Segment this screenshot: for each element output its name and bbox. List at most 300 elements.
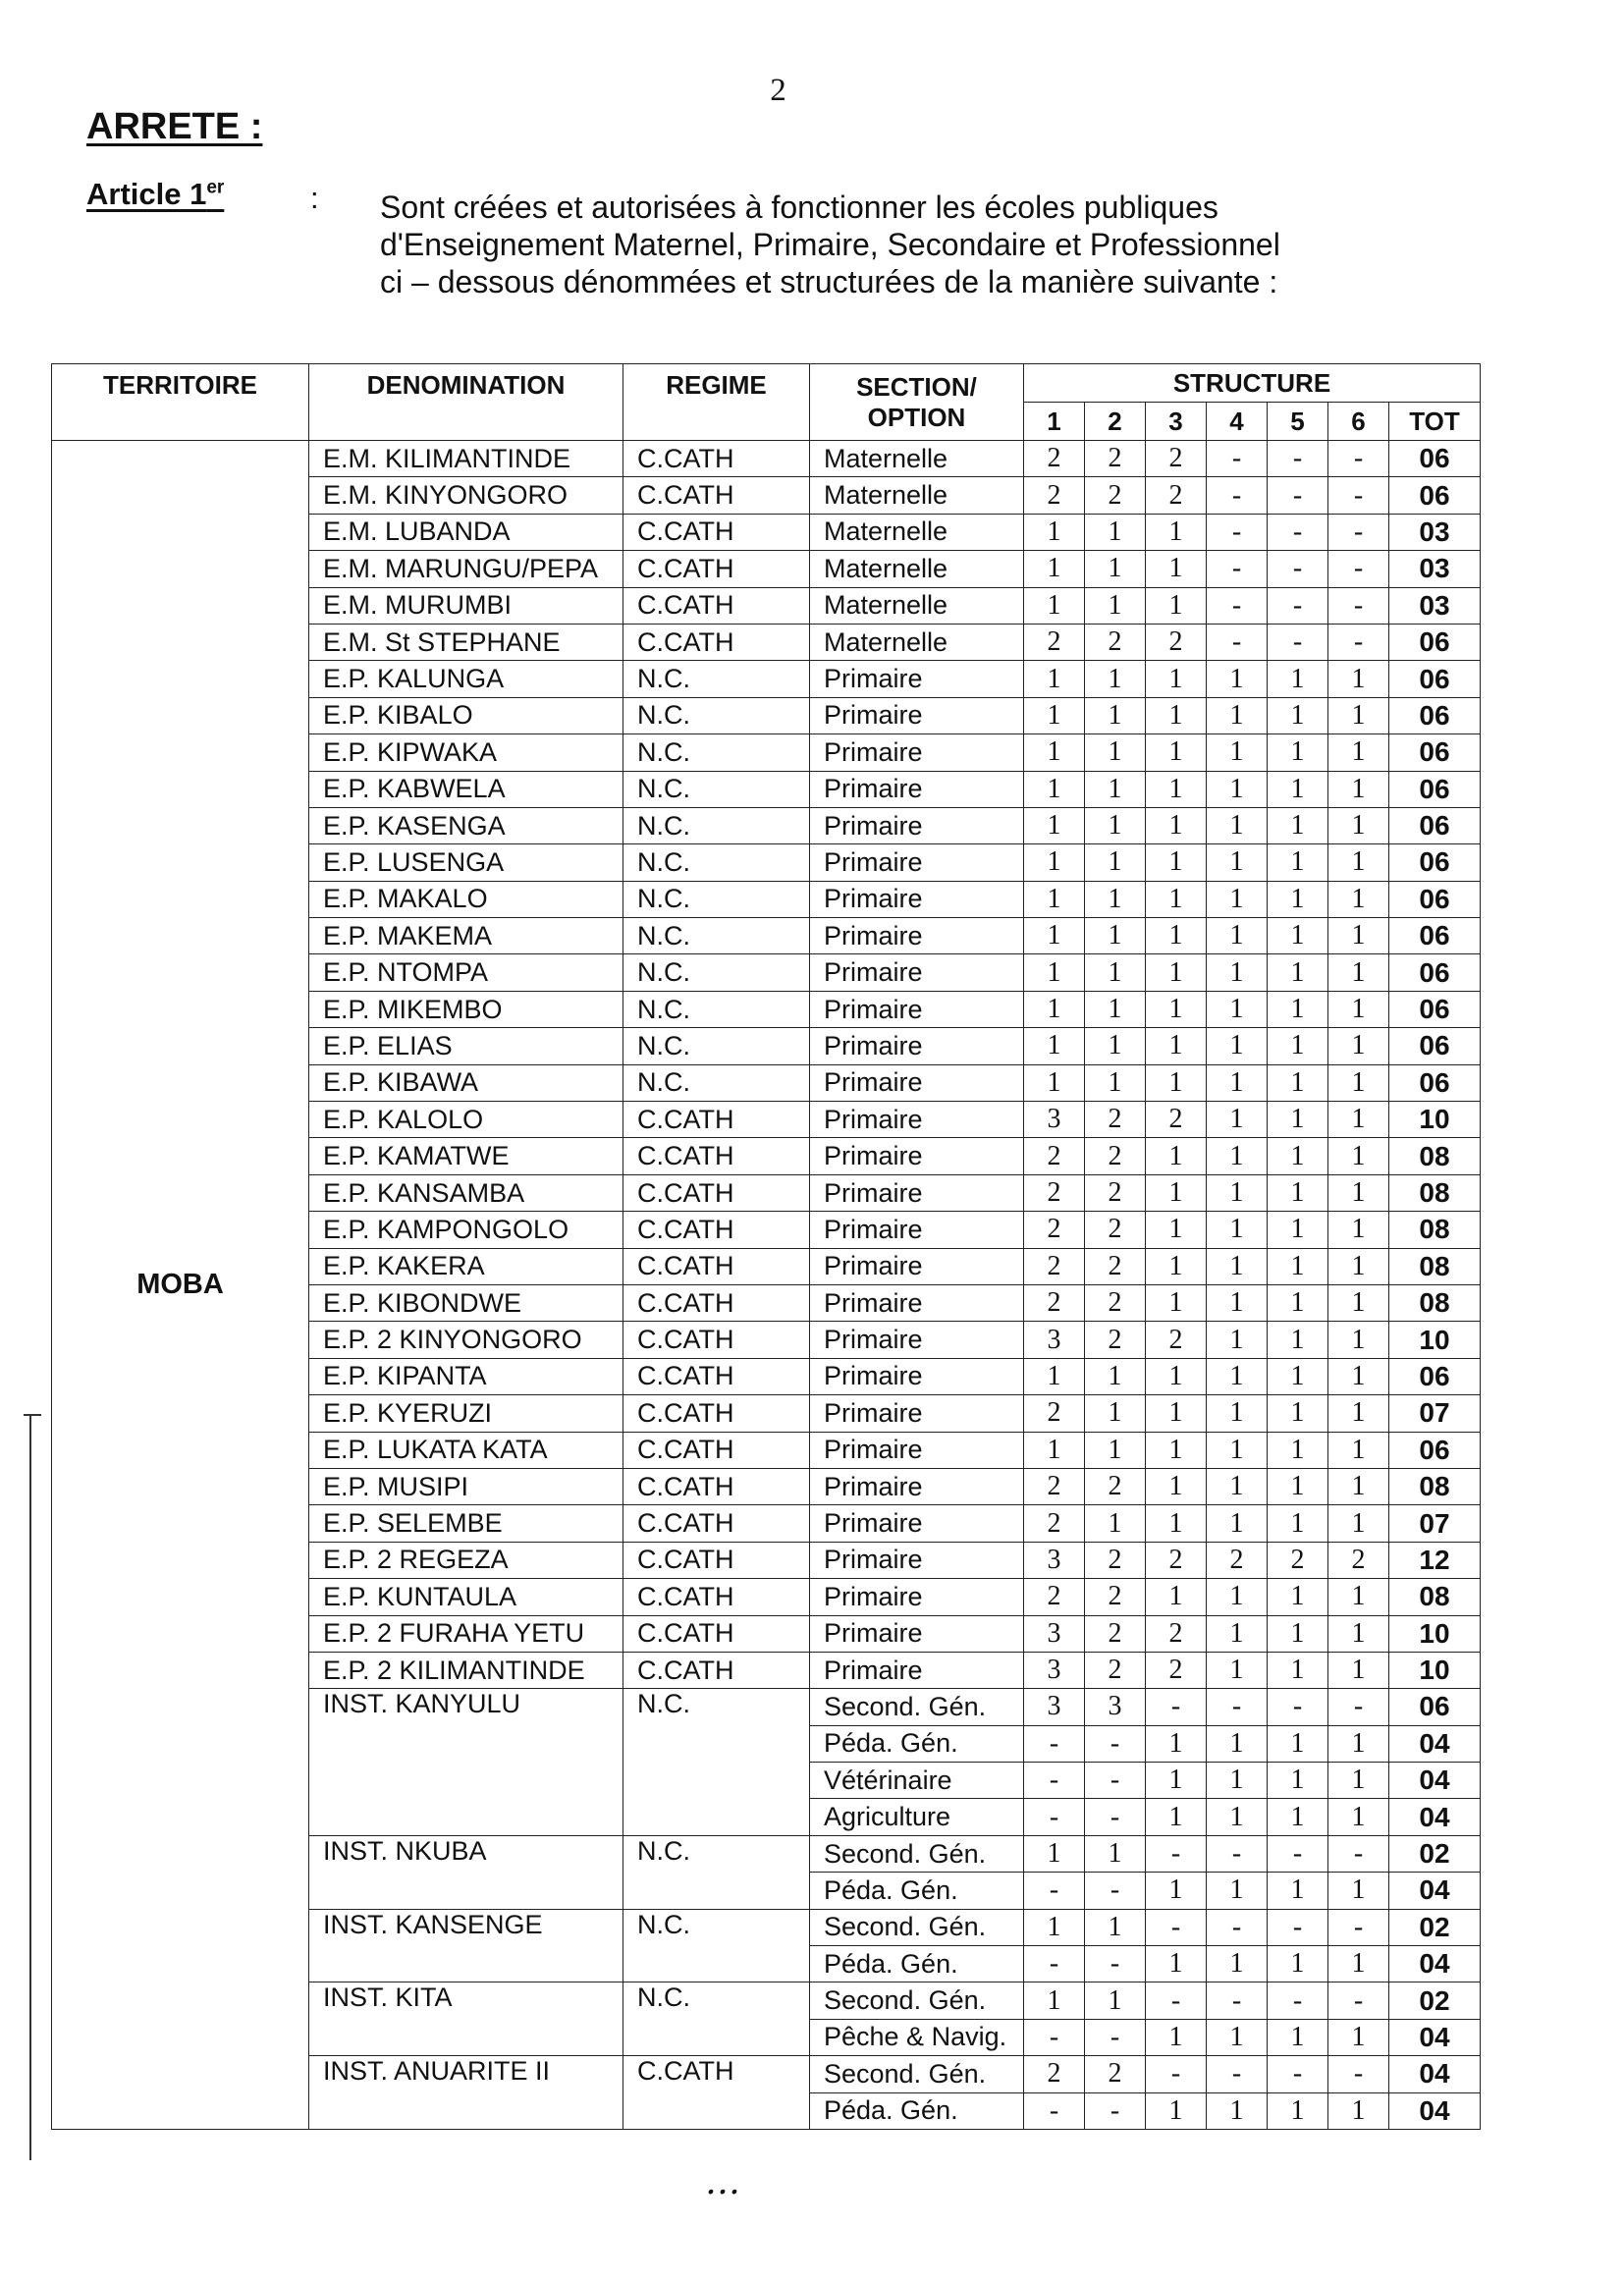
school-name: E.P. KALUNGA <box>309 661 623 697</box>
structure-cell-6: 1 <box>1328 954 1389 991</box>
structure-cell-5: 1 <box>1268 1579 1328 1615</box>
section-option: Second. Gén. <box>810 1835 1024 1872</box>
structure-cell-6: 1 <box>1328 844 1389 881</box>
structure-cell-4: - <box>1207 514 1268 550</box>
structure-cell-1: 1 <box>1024 1064 1085 1101</box>
structure-cell-3: 1 <box>1146 881 1207 917</box>
school-name: INST. KANYULU <box>309 1689 623 1836</box>
structure-cell-1: 1 <box>1024 551 1085 587</box>
structure-cell-1: - <box>1024 1725 1085 1762</box>
structure-cell-4: 1 <box>1207 991 1268 1027</box>
school-regime: C.CATH <box>623 477 810 514</box>
structure-cell-2: 2 <box>1085 2056 1146 2092</box>
structure-cell-4: 1 <box>1207 661 1268 697</box>
structure-cell-1: 2 <box>1024 1505 1085 1542</box>
structure-cell-1: 1 <box>1024 1028 1085 1064</box>
school-name: E.P. LUSENGA <box>309 844 623 881</box>
structure-cell-3: 2 <box>1146 1322 1207 1358</box>
school-name: E.P. NTOMPA <box>309 954 623 991</box>
structure-cell-6: 1 <box>1328 734 1389 771</box>
structure-cell-2: 2 <box>1085 477 1146 514</box>
header-col-1: 1 <box>1024 403 1085 441</box>
structure-cell-2: 2 <box>1085 1468 1146 1504</box>
structure-cell-3: 1 <box>1146 2092 1207 2129</box>
school-name: E.M. MURUMBI <box>309 587 623 624</box>
school-name: E.P. KIBAWA <box>309 1064 623 1101</box>
school-regime: C.CATH <box>623 1248 810 1284</box>
structure-total: 08 <box>1389 1138 1481 1174</box>
structure-cell-3: 1 <box>1146 1946 1207 1982</box>
structure-cell-1: - <box>1024 2092 1085 2129</box>
header-regime: REGIME <box>623 364 810 441</box>
structure-cell-3: - <box>1146 1835 1207 1872</box>
structure-cell-4: 1 <box>1207 918 1268 954</box>
header-option: OPTION <box>867 402 966 432</box>
structure-cell-6: - <box>1328 1982 1389 2019</box>
structure-cell-5: 1 <box>1268 1028 1328 1064</box>
header-col-5: 5 <box>1268 403 1328 441</box>
structure-cell-2: - <box>1085 1946 1146 1982</box>
structure-total: 06 <box>1389 697 1481 733</box>
structure-cell-2: 1 <box>1085 807 1146 843</box>
school-regime: C.CATH <box>623 1102 810 1138</box>
structure-cell-3: 1 <box>1146 2019 1207 2055</box>
structure-cell-4: - <box>1207 477 1268 514</box>
structure-cell-4: 1 <box>1207 1212 1268 1248</box>
structure-cell-6: 1 <box>1328 1212 1389 1248</box>
structure-total: 02 <box>1389 1982 1481 2019</box>
section-option: Primaire <box>810 1322 1024 1358</box>
header-col-6: 6 <box>1328 403 1389 441</box>
structure-cell-1: 2 <box>1024 2056 1085 2092</box>
school-name: E.P. KIBALO <box>309 697 623 733</box>
school-regime: C.CATH <box>623 1395 810 1432</box>
structure-cell-4: 1 <box>1207 844 1268 881</box>
section-option: Pêche & Navig. <box>810 2019 1024 2055</box>
section-option: Primaire <box>810 1028 1024 1064</box>
structure-cell-1: - <box>1024 1799 1085 1835</box>
structure-cell-3: 1 <box>1146 1212 1207 1248</box>
section-option: Primaire <box>810 1468 1024 1504</box>
school-regime: N.C. <box>623 771 810 807</box>
structure-cell-5: 1 <box>1268 1468 1328 1504</box>
structure-cell-4: 1 <box>1207 1358 1268 1394</box>
school-regime: N.C. <box>623 1689 810 1836</box>
section-option: Primaire <box>810 1505 1024 1542</box>
school-name: INST. KANSENGE <box>309 1909 623 1982</box>
school-name: E.P. LUKATA KATA <box>309 1432 623 1468</box>
section-option: Primaire <box>810 1615 1024 1652</box>
structure-total: 06 <box>1389 807 1481 843</box>
structure-cell-1: 1 <box>1024 1358 1085 1394</box>
structure-cell-4: - <box>1207 1982 1268 2019</box>
structure-cell-4: 1 <box>1207 697 1268 733</box>
section-option: Second. Gén. <box>810 1982 1024 2019</box>
section-option: Péda. Gén. <box>810 1873 1024 1909</box>
structure-cell-4: 1 <box>1207 1799 1268 1835</box>
structure-cell-2: 1 <box>1085 1358 1146 1394</box>
margin-bracket-line <box>29 1414 31 2160</box>
school-name: E.P. KUNTAULA <box>309 1579 623 1615</box>
section-option: Primaire <box>810 1174 1024 1211</box>
structure-cell-1: 1 <box>1024 1909 1085 1945</box>
structure-total: 03 <box>1389 551 1481 587</box>
structure-total: 06 <box>1389 477 1481 514</box>
structure-cell-3: 1 <box>1146 954 1207 991</box>
structure-cell-1: 2 <box>1024 1284 1085 1321</box>
structure-cell-1: 1 <box>1024 807 1085 843</box>
school-name: E.P. MAKALO <box>309 881 623 917</box>
structure-cell-1: - <box>1024 1946 1085 1982</box>
section-option: Primaire <box>810 844 1024 881</box>
section-option: Primaire <box>810 1432 1024 1468</box>
structure-cell-1: 1 <box>1024 991 1085 1027</box>
structure-cell-4: 2 <box>1207 1542 1268 1578</box>
structure-cell-6: 1 <box>1328 661 1389 697</box>
structure-cell-1: 2 <box>1024 1579 1085 1615</box>
section-option: Primaire <box>810 1652 1024 1688</box>
header-denomination: DENOMINATION <box>309 364 623 441</box>
section-option: Primaire <box>810 807 1024 843</box>
structure-cell-5: 1 <box>1268 1615 1328 1652</box>
structure-total: 06 <box>1389 1689 1481 1725</box>
structure-cell-1: 2 <box>1024 1212 1085 1248</box>
header-territoire: TERRITOIRE <box>52 364 309 441</box>
school-regime: C.CATH <box>623 1579 810 1615</box>
school-regime: C.CATH <box>623 624 810 660</box>
school-name: E.P. KAKERA <box>309 1248 623 1284</box>
school-name: E.M. LUBANDA <box>309 514 623 550</box>
structure-total: 04 <box>1389 2019 1481 2055</box>
section-option: Maternelle <box>810 441 1024 477</box>
structure-cell-1: 2 <box>1024 1174 1085 1211</box>
article-text <box>380 189 1362 300</box>
structure-cell-2: 1 <box>1085 844 1146 881</box>
structure-cell-5: 1 <box>1268 1432 1328 1468</box>
structure-cell-1: 1 <box>1024 844 1085 881</box>
structure-cell-4: - <box>1207 624 1268 660</box>
structure-cell-6: - <box>1328 551 1389 587</box>
structure-cell-2: 2 <box>1085 1542 1146 1578</box>
structure-cell-5: 1 <box>1268 1284 1328 1321</box>
structure-cell-3: 1 <box>1146 514 1207 550</box>
structure-cell-4: - <box>1207 441 1268 477</box>
structure-total: 02 <box>1389 1909 1481 1945</box>
school-name: E.P. KALOLO <box>309 1102 623 1138</box>
section-option: Primaire <box>810 918 1024 954</box>
structure-total: 06 <box>1389 661 1481 697</box>
structure-cell-6: 1 <box>1328 991 1389 1027</box>
structure-cell-6: 1 <box>1328 1102 1389 1138</box>
school-name: E.P. KIBONDWE <box>309 1284 623 1321</box>
school-regime: N.C. <box>623 991 810 1027</box>
structure-cell-3: - <box>1146 2056 1207 2092</box>
structure-cell-6: 1 <box>1328 1652 1389 1688</box>
structure-total: 06 <box>1389 441 1481 477</box>
school-name: E.P. MIKEMBO <box>309 991 623 1027</box>
school-regime: N.C. <box>623 1028 810 1064</box>
school-regime: N.C. <box>623 1909 810 1982</box>
structure-cell-6: 1 <box>1328 1579 1389 1615</box>
structure-cell-6: - <box>1328 514 1389 550</box>
structure-cell-5: - <box>1268 2056 1328 2092</box>
structure-total: 08 <box>1389 1212 1481 1248</box>
structure-cell-3: 1 <box>1146 1358 1207 1394</box>
structure-cell-3: - <box>1146 1909 1207 1945</box>
structure-cell-5: 1 <box>1268 1873 1328 1909</box>
structure-cell-6: 1 <box>1328 1873 1389 1909</box>
structure-cell-2: 1 <box>1085 661 1146 697</box>
structure-total: 04 <box>1389 1799 1481 1835</box>
structure-cell-5: 1 <box>1268 918 1328 954</box>
structure-total: 06 <box>1389 1028 1481 1064</box>
section-option: Second. Gén. <box>810 1689 1024 1725</box>
structure-cell-3: 1 <box>1146 844 1207 881</box>
structure-cell-5: 1 <box>1268 1102 1328 1138</box>
school-regime: N.C. <box>623 1835 810 1909</box>
structure-cell-1: 3 <box>1024 1322 1085 1358</box>
structure-cell-5: - <box>1268 587 1328 624</box>
structure-cell-1: 3 <box>1024 1652 1085 1688</box>
section-option: Agriculture <box>810 1799 1024 1835</box>
structure-cell-3: 1 <box>1146 1579 1207 1615</box>
structure-cell-2: 1 <box>1085 1505 1146 1542</box>
structure-cell-3: 2 <box>1146 441 1207 477</box>
structure-cell-2: 1 <box>1085 1909 1146 1945</box>
school-regime: C.CATH <box>623 1212 810 1248</box>
structure-cell-5: 1 <box>1268 807 1328 843</box>
structure-cell-1: 3 <box>1024 1102 1085 1138</box>
school-regime: N.C. <box>623 881 810 917</box>
structure-cell-6: - <box>1328 1835 1389 1872</box>
schools-table <box>51 363 1481 2130</box>
structure-cell-6: 1 <box>1328 1174 1389 1211</box>
structure-cell-4: 1 <box>1207 1102 1268 1138</box>
structure-cell-1: - <box>1024 1763 1085 1799</box>
structure-cell-5: - <box>1268 551 1328 587</box>
structure-cell-4: 1 <box>1207 1028 1268 1064</box>
structure-cell-2: 1 <box>1085 1432 1146 1468</box>
article-line: ci – dessous dénommées et structurées de la manière suivante : <box>380 264 1278 299</box>
school-regime: C.CATH <box>623 1284 810 1321</box>
structure-cell-3: 1 <box>1146 918 1207 954</box>
section-option: Primaire <box>810 1102 1024 1138</box>
structure-cell-2: 2 <box>1085 1248 1146 1284</box>
school-name: INST. KITA <box>309 1982 623 2056</box>
structure-cell-2: 1 <box>1085 734 1146 771</box>
structure-cell-1: 1 <box>1024 1835 1085 1872</box>
structure-cell-5: - <box>1268 1982 1328 2019</box>
school-name: E.P. 2 KINYONGORO <box>309 1322 623 1358</box>
structure-cell-5: 1 <box>1268 1799 1328 1835</box>
structure-total: 06 <box>1389 918 1481 954</box>
header-structure: STRUCTURE <box>1024 364 1481 403</box>
school-regime: C.CATH <box>623 1432 810 1468</box>
school-name: E.P. 2 KILIMANTINDE <box>309 1652 623 1688</box>
article-line: Sont créées et autorisées à fonctionner les écoles publiques <box>380 190 1218 225</box>
structure-cell-2: 1 <box>1085 954 1146 991</box>
school-name: E.P. ELIAS <box>309 1028 623 1064</box>
section-option: Maternelle <box>810 514 1024 550</box>
structure-cell-6: 1 <box>1328 1615 1389 1652</box>
structure-cell-3: 1 <box>1146 1174 1207 1211</box>
section-option: Péda. Gén. <box>810 1946 1024 1982</box>
section-option: Primaire <box>810 697 1024 733</box>
school-regime: N.C. <box>623 697 810 733</box>
structure-total: 04 <box>1389 2092 1481 2129</box>
structure-cell-4: - <box>1207 2056 1268 2092</box>
school-name: E.P. KAMATWE <box>309 1138 623 1174</box>
structure-cell-2: 2 <box>1085 1212 1146 1248</box>
structure-cell-2: 2 <box>1085 1322 1146 1358</box>
structure-cell-6: - <box>1328 1909 1389 1945</box>
structure-cell-3: 1 <box>1146 1799 1207 1835</box>
article-label-sup: er <box>206 177 225 198</box>
structure-cell-2: - <box>1085 1763 1146 1799</box>
structure-cell-1: 3 <box>1024 1615 1085 1652</box>
structure-cell-6: - <box>1328 441 1389 477</box>
structure-cell-6: 2 <box>1328 1542 1389 1578</box>
structure-cell-4: - <box>1207 1689 1268 1725</box>
structure-cell-4: 1 <box>1207 954 1268 991</box>
structure-cell-4: 1 <box>1207 2019 1268 2055</box>
structure-cell-1: 1 <box>1024 881 1085 917</box>
school-regime: C.CATH <box>623 1174 810 1211</box>
structure-cell-6: 1 <box>1328 697 1389 733</box>
structure-cell-6: 1 <box>1328 1284 1389 1321</box>
header-col-4: 4 <box>1207 403 1268 441</box>
structure-cell-2: 1 <box>1085 918 1146 954</box>
school-regime: N.C. <box>623 734 810 771</box>
school-name: E.P. KYERUZI <box>309 1395 623 1432</box>
structure-cell-1: - <box>1024 2019 1085 2055</box>
structure-cell-1: 1 <box>1024 771 1085 807</box>
structure-cell-4: 1 <box>1207 1873 1268 1909</box>
structure-cell-2: 2 <box>1085 1138 1146 1174</box>
structure-cell-2: 1 <box>1085 1395 1146 1432</box>
header-col-2: 2 <box>1085 403 1146 441</box>
structure-cell-2: 2 <box>1085 1615 1146 1652</box>
arrete-heading: ARRETE : <box>86 106 263 147</box>
structure-cell-4: 1 <box>1207 2092 1268 2129</box>
structure-cell-3: 1 <box>1146 697 1207 733</box>
school-name: E.P. KANSAMBA <box>309 1174 623 1211</box>
structure-total: 08 <box>1389 1248 1481 1284</box>
structure-total: 04 <box>1389 1873 1481 1909</box>
section-option: Maternelle <box>810 477 1024 514</box>
structure-cell-5: 1 <box>1268 1064 1328 1101</box>
structure-cell-3: 1 <box>1146 1873 1207 1909</box>
structure-cell-5: - <box>1268 1835 1328 1872</box>
structure-cell-6: 1 <box>1328 1358 1389 1394</box>
school-regime: C.CATH <box>623 587 810 624</box>
structure-cell-1: 3 <box>1024 1689 1085 1725</box>
structure-cell-1: 1 <box>1024 514 1085 550</box>
structure-cell-6: 1 <box>1328 1799 1389 1835</box>
structure-cell-6: 1 <box>1328 918 1389 954</box>
section-option: Péda. Gén. <box>810 1725 1024 1762</box>
structure-cell-2: 1 <box>1085 551 1146 587</box>
structure-cell-2: 3 <box>1085 1689 1146 1725</box>
structure-cell-4: 1 <box>1207 1763 1268 1799</box>
structure-cell-5: 1 <box>1268 844 1328 881</box>
structure-cell-5: 1 <box>1268 1763 1328 1799</box>
structure-cell-2: - <box>1085 1873 1146 1909</box>
structure-cell-4: 1 <box>1207 1248 1268 1284</box>
structure-cell-5: 2 <box>1268 1542 1328 1578</box>
school-regime: C.CATH <box>623 551 810 587</box>
section-option: Primaire <box>810 1064 1024 1101</box>
school-name: E.P. KAMPONGOLO <box>309 1212 623 1248</box>
structure-cell-3: 1 <box>1146 1064 1207 1101</box>
structure-cell-1: 3 <box>1024 1542 1085 1578</box>
school-regime: C.CATH <box>623 1468 810 1504</box>
structure-cell-4: 1 <box>1207 1174 1268 1211</box>
structure-cell-3: 1 <box>1146 1248 1207 1284</box>
structure-cell-4: 1 <box>1207 1064 1268 1101</box>
section-option: Primaire <box>810 1542 1024 1578</box>
school-regime: N.C. <box>623 1982 810 2056</box>
structure-total: 06 <box>1389 991 1481 1027</box>
structure-cell-3: 1 <box>1146 1138 1207 1174</box>
structure-cell-2: - <box>1085 1799 1146 1835</box>
structure-cell-5: 1 <box>1268 1652 1328 1688</box>
section-option: Maternelle <box>810 624 1024 660</box>
structure-cell-4: 1 <box>1207 1284 1268 1321</box>
article-label-text: Article 1 <box>86 177 207 211</box>
structure-cell-5: 1 <box>1268 1174 1328 1211</box>
structure-total: 10 <box>1389 1322 1481 1358</box>
school-regime: N.C. <box>623 661 810 697</box>
structure-cell-3: 2 <box>1146 624 1207 660</box>
school-name: E.M. KILIMANTINDE <box>309 441 623 477</box>
header-section-option <box>810 364 1024 441</box>
structure-total: 08 <box>1389 1174 1481 1211</box>
structure-cell-5: 1 <box>1268 1725 1328 1762</box>
structure-cell-5: 1 <box>1268 1138 1328 1174</box>
structure-cell-2: 1 <box>1085 514 1146 550</box>
structure-cell-5: - <box>1268 477 1328 514</box>
structure-cell-4: 1 <box>1207 734 1268 771</box>
structure-total: 06 <box>1389 1432 1481 1468</box>
structure-cell-2: 2 <box>1085 1652 1146 1688</box>
structure-cell-3: 2 <box>1146 1652 1207 1688</box>
section-option: Primaire <box>810 954 1024 991</box>
structure-cell-6: 1 <box>1328 1505 1389 1542</box>
structure-cell-3: 2 <box>1146 1542 1207 1578</box>
structure-total: 10 <box>1389 1615 1481 1652</box>
school-regime: N.C. <box>623 1064 810 1101</box>
structure-cell-1: 2 <box>1024 477 1085 514</box>
structure-cell-4: 1 <box>1207 1505 1268 1542</box>
school-name: E.M. KINYONGORO <box>309 477 623 514</box>
structure-cell-6: 1 <box>1328 771 1389 807</box>
structure-cell-3: 1 <box>1146 1505 1207 1542</box>
structure-cell-2: 1 <box>1085 771 1146 807</box>
structure-cell-2: 2 <box>1085 1284 1146 1321</box>
structure-cell-5: 1 <box>1268 881 1328 917</box>
article-line: d'Enseignement Maternel, Primaire, Secondaire et Professionnel <box>380 227 1280 262</box>
structure-cell-6: 1 <box>1328 1322 1389 1358</box>
structure-cell-1: 1 <box>1024 1432 1085 1468</box>
section-option: Second. Gén. <box>810 2056 1024 2092</box>
structure-total: 12 <box>1389 1542 1481 1578</box>
structure-cell-5: 1 <box>1268 1212 1328 1248</box>
school-name: E.P. KIPWAKA <box>309 734 623 771</box>
structure-cell-6: 1 <box>1328 1395 1389 1432</box>
structure-cell-3: 1 <box>1146 1284 1207 1321</box>
structure-cell-6: 1 <box>1328 2092 1389 2129</box>
